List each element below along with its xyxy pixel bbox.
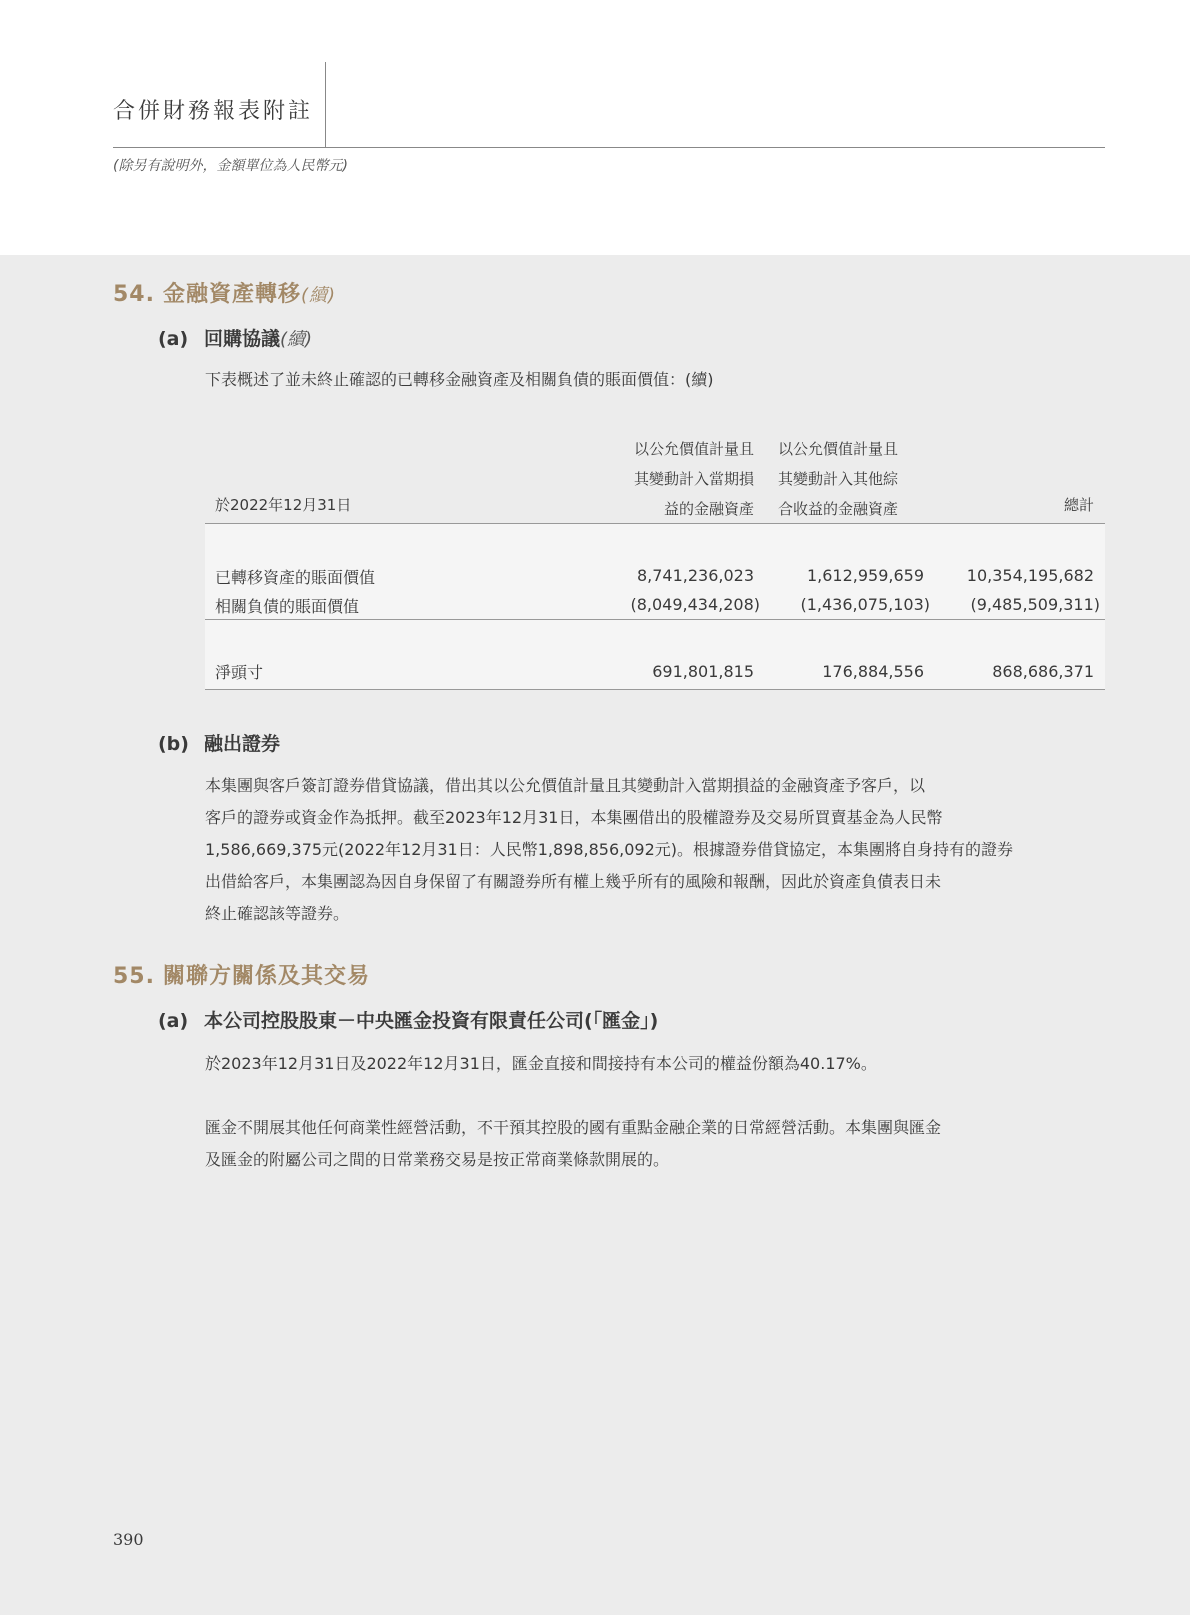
subsection-title-text: 本公司控股股東－中央匯金投資有限責任公司(「匯金」): [204, 1010, 659, 1032]
subsection-55a-title: [158, 1006, 658, 1033]
row-value: (1,436,075,103): [800, 595, 930, 614]
section-number: 54.: [113, 282, 155, 307]
subsection-label: (b): [158, 733, 189, 755]
header-divider-horizontal: [113, 147, 1105, 148]
net-row-label: 淨頭寸: [215, 663, 264, 682]
subsection-label: (a): [158, 1010, 189, 1032]
net-row-value: 176,884,556: [822, 662, 924, 681]
subsection-title-text: 融出證券: [204, 733, 281, 755]
huijin-activities-paragraph: [205, 1112, 1105, 1176]
column-header-line: 益的金融資產: [663, 500, 754, 518]
section-number: 55.: [113, 964, 155, 989]
section-54-title: [113, 277, 336, 308]
paragraph-line: 匯金不開展其他任何商業性經營活動，不干預其控股的國有重點金融企業的日常經營活動。本集團與匯金: [205, 1118, 942, 1137]
subsection-title-text: 回購協議: [204, 328, 281, 350]
paragraph-line: 終止確認該等證券。: [205, 904, 350, 923]
row-label: 已轉移資產的賬面價值: [215, 568, 376, 587]
header-band: [0, 0, 1190, 255]
row-value: 8,741,236,023: [636, 566, 754, 585]
column-header-line: 合收益的金融資產: [778, 500, 899, 518]
page-header-title: 合併財務報表附註: [113, 99, 314, 124]
section-title-text: 關聯方關係及其交易: [162, 964, 370, 989]
table-intro: 下表概述了並未終止確認的已轉移金融資產及相關負債的賬面價值：(續): [205, 370, 714, 389]
section-55-title: [113, 959, 370, 990]
paragraph-line: 1,586,669,375元(2022年12月31日：人民幣1,898,856,092元)。根據證券借貸協定，本集團將自身持有的證券: [205, 840, 1014, 859]
subsection-54b-title: [158, 729, 280, 756]
row-value: 1,612,959,659: [806, 566, 924, 585]
page-number: 390: [113, 1530, 144, 1549]
header-divider-vertical: [325, 62, 326, 147]
column-header-fvtpl: [560, 434, 754, 524]
row-value: 10,354,195,682: [966, 566, 1094, 585]
table-date-label: 於2022年12月31日: [215, 496, 352, 514]
paragraph-line: 本集團與客戶簽訂證券借貸協議，借出其以公允價值計量且其變動計入當期損益的金融資產予客戶，以: [205, 776, 926, 795]
page-header-subtitle: (除另有說明外，金額單位為人民幣元): [113, 158, 348, 174]
table-rule: [205, 689, 1105, 690]
paragraph-line: 出借給客戶，本集團認為因自身保留了有關證券所有權上幾乎所有的風險和報酬，因此於資產負債表日未: [205, 872, 942, 891]
net-row-value: 691,801,815: [652, 662, 754, 681]
column-header-fvoci: [778, 434, 898, 524]
section-title-text: 金融資產轉移: [162, 282, 301, 307]
subsection-label: (a): [158, 328, 189, 350]
column-header-line: 其變動計入當期損: [633, 470, 754, 488]
row-label: 相關負債的賬面價值: [215, 597, 360, 616]
net-row-value: 868,686,371: [992, 662, 1094, 681]
row-value: (8,049,434,208): [630, 595, 760, 614]
column-header-line: 以公允價值計量且: [778, 440, 899, 458]
row-value: (9,485,509,311): [970, 595, 1100, 614]
continued-marker: (續): [301, 285, 337, 306]
column-header-line: 以公允價值計量且: [633, 440, 754, 458]
column-header-line: 其變動計入其他綜: [778, 470, 899, 488]
huijin-shareholding-paragraph: 於2023年12月31日及2022年12月31日，匯金直接和間接持有本公司的權益份額為40.17%。: [205, 1054, 877, 1073]
securities-lending-paragraph: [205, 770, 1105, 930]
column-header-total: 總計: [1063, 496, 1094, 514]
continued-marker: (續): [280, 329, 313, 350]
subsection-54a-title: [158, 324, 312, 351]
paragraph-line: 及匯金的附屬公司之間的日常業務交易是按正常商業條款開展的。: [205, 1150, 670, 1169]
paragraph-line: 客戶的證券或資金作為抵押。截至2023年12月31日，本集團借出的股權證券及交易所買賣基金為人民幣: [205, 808, 943, 827]
